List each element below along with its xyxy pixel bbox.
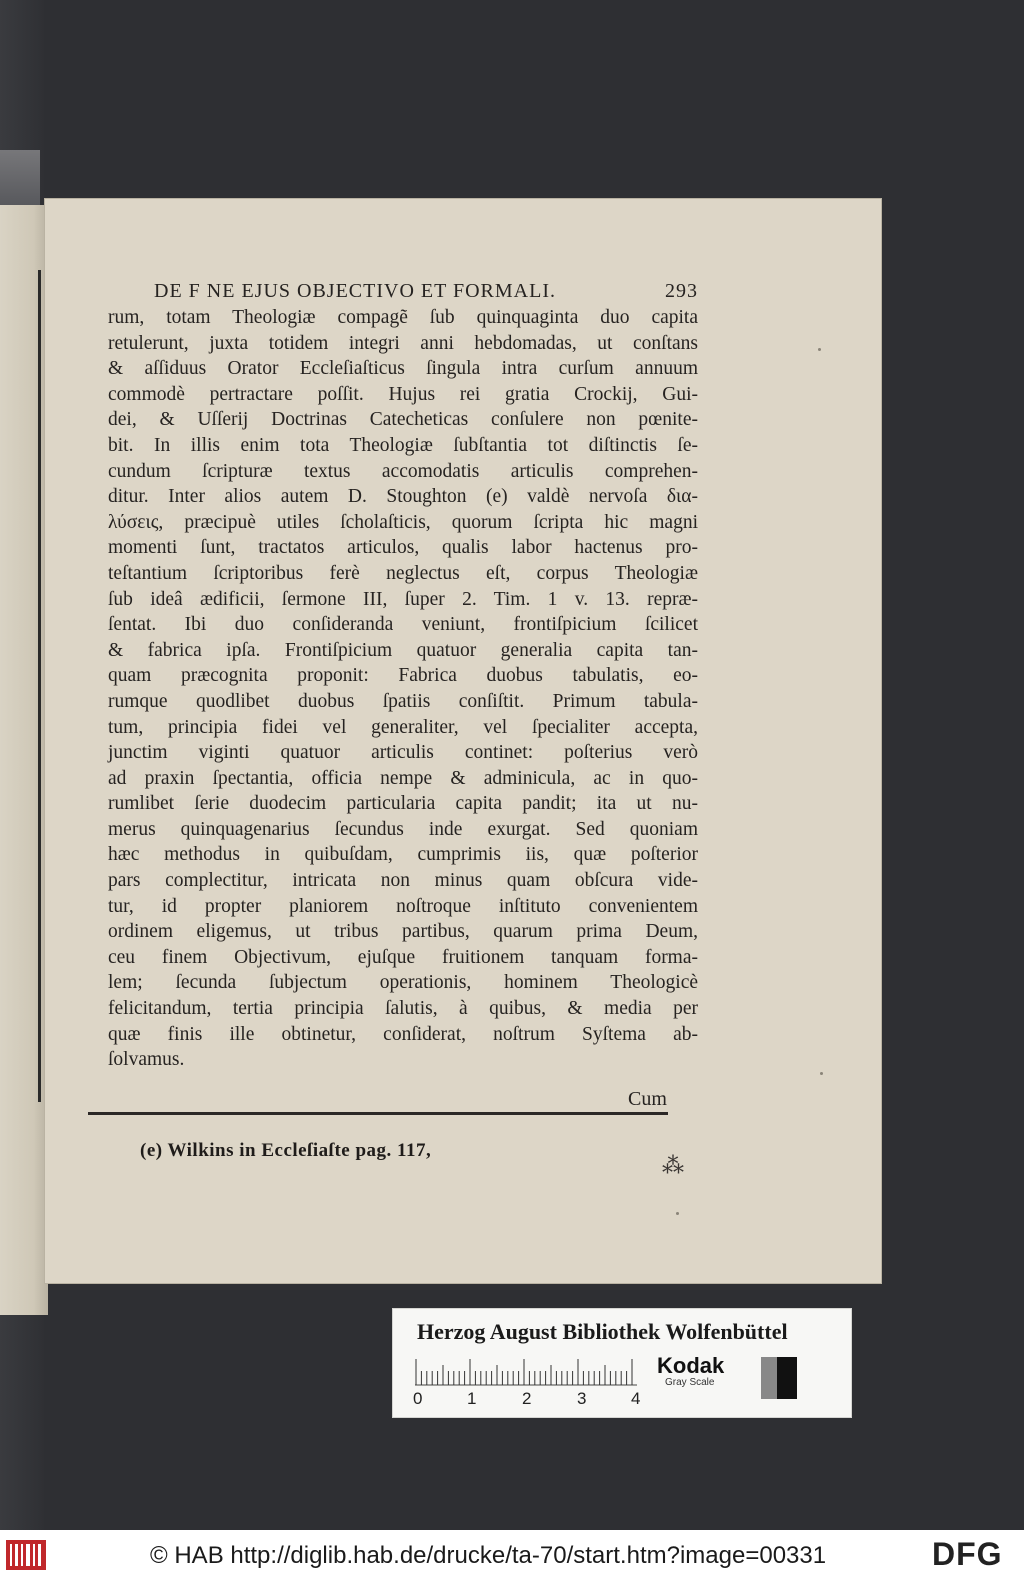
- footnote: (e) Wilkins in Eccleſiaſte pag. 117,: [140, 1140, 432, 1161]
- scale-numbers: [413, 1389, 653, 1411]
- gray-scale-patch: [761, 1357, 797, 1399]
- text-line: & fabrica ipſa. Frontiſpicium quatuor generalia capita tan-: [108, 639, 698, 661]
- text-line: ſentat. Ibi duo conſideranda veniunt, frontiſpicium ſcilicet: [108, 614, 698, 636]
- text-line: tur, id propter planiorem noſtroque inſtituto convenientem: [108, 895, 698, 917]
- dfg-logo: DFG: [932, 1536, 1003, 1572]
- text-line: ceu finem Objectivum, ejuſque fruitionem tanquam forma-: [108, 946, 698, 968]
- text-line: junctim viginti quatuor articulis continet: poſterius verò: [108, 742, 698, 764]
- scale-number: 2: [522, 1389, 532, 1408]
- text-line: hæc methodus in quibuſdam, cumprimis iis, quæ poſterior: [108, 844, 698, 866]
- page-gutter-line: [38, 270, 41, 1102]
- text-line: retulerunt, juxta totidem integri anni hebdomadas, ut conſtans: [108, 332, 698, 354]
- kodak-brand: Kodak: [657, 1353, 725, 1378]
- paper-speck: [676, 1212, 679, 1215]
- text-line: lem; ſecunda ſubjectum operationis, hominem Theologicè: [108, 972, 698, 994]
- text-line: & aſſiduus Orator Eccleſiaſticus ſingula intra curſum annuum: [108, 358, 698, 380]
- library-label-card: [392, 1308, 852, 1418]
- page-text: [108, 280, 698, 1073]
- gray-scale-label: Gray Scale: [665, 1377, 715, 1388]
- ornament-mark: ⁂: [662, 1154, 684, 1179]
- text-line: ordinem eligemus, ut tribus partibus, quarum prima Deum,: [108, 921, 698, 943]
- paper-speck: [818, 348, 821, 351]
- page-edge-shadow: [0, 150, 40, 210]
- text-line: tum, principia fidei vel generaliter, vel ſpecialiter accepta,: [108, 716, 698, 738]
- copyright-credit: © HAB http://diglib.hab.de/drucke/ta-70/start.htm?image=00331: [150, 1542, 827, 1569]
- text-line: rum, totam Theologiæ compagẽ ſub quinquaginta duo capita: [108, 307, 698, 328]
- text-line: rumlibet ſerie duodecim particularia capita pandit; ita ut nu-: [108, 793, 698, 815]
- text-line: cundum ſcripturæ textus accomodatis articulis comprehen-: [108, 460, 698, 482]
- text-line: dei, & Uſſerij Doctrinas Catecheticas conſulere non pœnite-: [108, 409, 698, 431]
- text-line: quam præcognita proponit: Fabrica duobus tabulatis, eo-: [108, 665, 698, 687]
- text-line: teſtantium ſcriptoribus ferè neglectus eſt, corpus Theologiæ: [108, 562, 698, 584]
- text-line: commodè pertractare poſſit. Hujus rei gratia Crockij, Gui-: [108, 383, 698, 405]
- scale-ruler: [415, 1357, 637, 1387]
- text-line: ſolvamus.: [108, 1049, 185, 1071]
- page-number: 293: [665, 280, 698, 302]
- text-line: momenti ſunt, tractatos articulos, qualis labor hactenus pro-: [108, 537, 698, 559]
- text-line: quæ finis ille obtinetur, conſiderat, noſtrum Syſtema ab-: [108, 1023, 698, 1045]
- text-line: λύσεις, præcipuè utiles ſcholaſticis, quorum ſcripta hic magni: [108, 511, 698, 533]
- text-line: ditur. Inter alios autem D. Stoughton (e) valdè nervoſa δια-: [108, 486, 698, 508]
- catchword: Cum: [628, 1088, 667, 1110]
- text-line: ſub ideâ ædificii, ſermone III, ſuper 2. Tim. 1 v. 13. repræ-: [108, 588, 698, 610]
- text-line: rumque quodlibet duobus ſpatiis conſiſtit. Primum tabula-: [108, 690, 698, 712]
- text-line: pars complectitur, intricata non minus quam obſcura vide-: [108, 870, 698, 892]
- footnote-rule: [88, 1112, 668, 1115]
- running-head: [154, 280, 698, 303]
- scale-number: 1: [467, 1389, 477, 1408]
- scale-number: 3: [577, 1389, 587, 1408]
- barcode-icon: [6, 1540, 46, 1570]
- footer-bar: [0, 1530, 1024, 1582]
- text-line: merus quinquagenarius ſecundus inde exurgat. Sed quoniam: [108, 818, 698, 840]
- text-line: felicitandum, tertia principia ſalutis, à quibus, & media per: [108, 998, 698, 1020]
- running-head-title: DE F NE EJUS OBJECTIVO ET FORMALI.: [154, 280, 556, 302]
- library-name: Herzog August Bibliothek Wolfenbüttel: [417, 1319, 788, 1344]
- text-lines: [108, 305, 698, 1073]
- scale-number: 0: [413, 1389, 423, 1408]
- text-line: bit. In illis enim tota Theologiæ ſubſtantia tot diſtinctis ſe-: [108, 434, 698, 456]
- scale-number: 4: [631, 1389, 641, 1408]
- text-line: ad praxin ſpectantia, officia nempe & adminicula, ac in quo-: [108, 767, 698, 789]
- paper-speck: [820, 1072, 823, 1075]
